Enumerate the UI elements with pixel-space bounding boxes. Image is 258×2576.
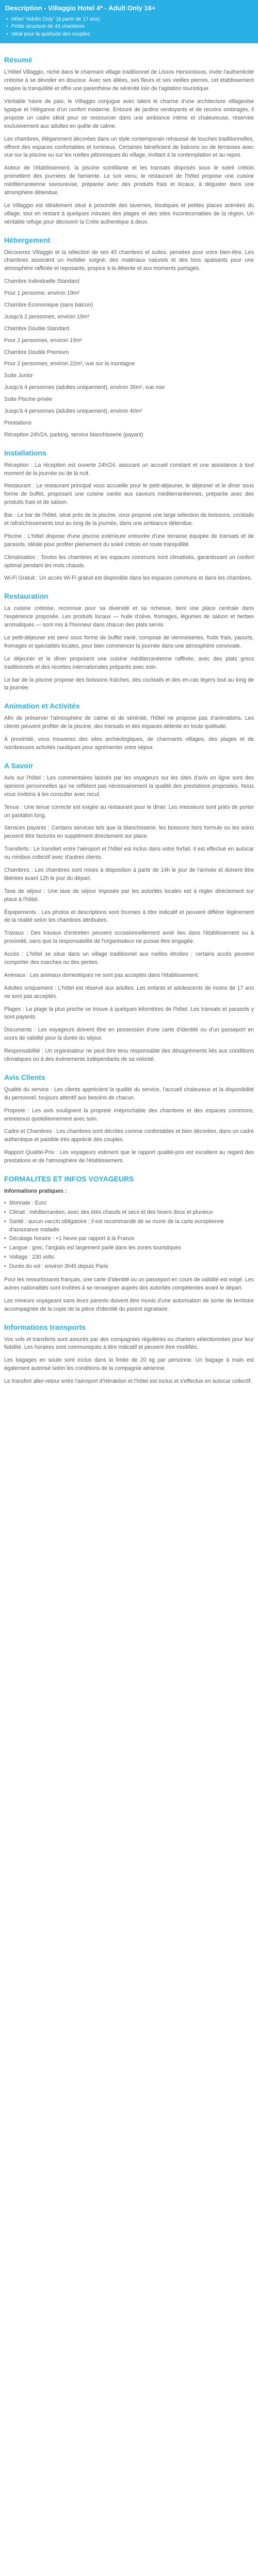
main-content	[0, 43, 258, 1401]
asavoir-paragraph: Adultes uniquement : L'hôtel est réservé aux adultes. Les enfants et adolescents de moins de 17 ans ne sont pas acceptés.	[4, 985, 254, 999]
avis-paragraph: Qualité du service : Les clients apprécient la qualité du service, l'accueil chaleureux et la disponibilité du personnel, toujours attentif aux besoins de chacun.	[4, 1086, 254, 1101]
asavoir-paragraph: Plages : La plage la plus proche se trouve à quelques kilomètres de l'hôtel. Les transats et parasols y sont payants.	[4, 1006, 254, 1021]
asavoir-paragraph: Avis sur l'hôtel : Les commentaires laissés par les voyageurs sur les sites d'avis en ligne sont des opinions personnelles qui ne reflètent pas nécessairement la qualité des prestations proposées. Nous vous invitons à les consulter avec recul.	[4, 774, 254, 798]
page-title: Description - Villaggio Hotel 4* - Adult Only 16+	[5, 4, 156, 12]
asavoir-title: A Savoir	[4, 761, 34, 770]
restauration-paragraph: Le bar de la piscine propose des boissons fraîches, des cocktails et des en-cas légers tout au long de la journée.	[4, 676, 254, 691]
avis-title: Avis Clients	[4, 1073, 45, 1081]
formalites-item: • Durée du vol : environ 3h45 depuis Paris	[4, 1263, 254, 1271]
transports-title: Informations transports	[4, 1323, 86, 1331]
animation-paragraph: Afin de préserver l'atmosphère de calme et de sérénité, l'hôtel ne propose pas d'animations. Les clients peuvent profiter de la piscine, des transats et des espaces détente en toute quiétude.	[4, 715, 254, 730]
formalites-item: • Décalage horaire : +1 heure par rapport à la France	[4, 1235, 254, 1243]
animation-paragraph: À proximité, vous trouverez des sites archéologiques, de charmants villages, des plages et de nombreuses activités nautiques pour agrémenter votre séjour.	[4, 736, 254, 751]
installations-paragraph: Piscine : L'hôtel dispose d'une piscine extérieure entourée d'une terrasse équipée de transats et de parasols, idéale pour profiter pleinement du soleil crétois en toute tranquillité.	[4, 533, 254, 548]
installations-paragraph: Réception : La réception est ouverte 24h/24, assurant un accueil constant et une assistance à tout moment de la journée ou de la nuit.	[4, 462, 254, 477]
formalites-list	[4, 1199, 254, 1271]
room-type: Chambre Economique (sans balcon)	[4, 301, 93, 308]
room-detail: Jusqu'à 4 personnes (adultes uniquement), environ 40m²	[4, 408, 142, 414]
room-type: Chambre Double Standard	[4, 325, 70, 332]
hebergement-paragraph: Découvrez Villaggio et la sélection de ses 45 chambres et suites, pensées pour votre bien-être. Les chambres associent un mobilier soigné, des matériaux naturels et des tons apaisants pour une atmosphère raffinée et reposante, propice à la détente et aux moments partagés.	[4, 249, 254, 272]
asavoir-paragraph: Chambres : Les chambres sont mises à disposition à partir de 14h le jour de l'arrivée et doivent être libérées avant 12h le jour du départ.	[4, 867, 254, 882]
transports-paragraph: Le transfert aller-retour entre l'aéroport d'Héraklion et l'hôtel est inclus et s'effectue en autocar collectif.	[4, 1378, 252, 1385]
avis-paragraph: Rapport Qualité-Prix : Les voyageurs estiment que le rapport qualité-prix est excellent au regard des prestations et de l'atmosphère de l'établissement.	[4, 1149, 254, 1164]
installations-paragraph: Wi-Fi Gratuit : Un accès Wi-Fi gratuit est disponible dans les espaces communs et dans les chambres.	[4, 575, 252, 582]
room-type: Suite Piscine privée	[4, 396, 53, 403]
asavoir-paragraph: Services payants : Certains services tels que la blanchisserie, les boissons hors formule ou les soins peuvent être facturés en supplément directement sur place.	[4, 825, 254, 840]
room-detail: Jusqu'à 4 personnes (adultes uniquement), environ 35m², vue mer	[4, 384, 165, 391]
resume-paragraph: Véritable havre de paix, le Villaggio conjugue avec talent le charme d'une architecture villageoise typique et l'élégance d'un confort moderne. Entouré de jardins verdoyants et de recoins ombragés, il propose un cadre idéal pour se ressourcer dans une ambiance intime et chaleureuse, réservée exclusivement aux adultes en quête de calme.	[4, 98, 254, 129]
room-type: Chambre Individuelle Standard	[4, 278, 79, 285]
restauration-title: Restauration	[4, 592, 49, 601]
restauration-paragraph: Le déjeuner et le dîner proposent une cuisine méditerranéenne raffinée, avec des plats grecs traditionnels et des recettes internationales préparés avec soin.	[4, 655, 254, 670]
room-detail: Pour 1 personne, environ 19m²	[4, 290, 80, 297]
asavoir-paragraph: Travaux : Des travaux d'entretien peuvent occasionnellement avoir lieu dans l'établissement ou à proximité, sans que la responsabilité de l'organisateur ne puisse être engagée.	[4, 930, 254, 945]
formalites-paragraph: Les mineurs voyageant sans leurs parents doivent être munis d'une autorisation de sortie de territoire accompagnée de la copie de la pièce d'identité du parent signataire.	[4, 1297, 254, 1312]
installations-paragraph: Restaurant : Le restaurant principal vous accueille pour le petit-déjeuner, le déjeuner et le dîner sous forme de buffet, proposant une cuisine variée aux saveurs méditerranéennes, préparée avec des produits frais et de saison.	[4, 483, 254, 506]
transports-paragraph: Les bagages en soute sont inclus dans la limite de 20 kg par personne. Un bagage à main est également autorisé selon les conditions de la compagnie aérienne.	[4, 1357, 254, 1372]
avis-paragraph: Propreté : Les avis soulignent la propreté irréprochable des chambres et des espaces communs, entretenus quotidiennement avec soin.	[4, 1107, 254, 1122]
asavoir-paragraph: Transferts : Le transfert entre l'aéroport et l'hôtel est inclus dans votre forfait. Il est effectué en autocar ou minibus collectif avec d'autres clients.	[4, 846, 254, 861]
installations-paragraph: Climatisation : Toutes les chambres et les espaces communs sont climatisés, garantissant un confort optimal pendant les mois chauds.	[4, 554, 254, 569]
formalites-paragraph: Pour les ressortissants français, une carte d'identité ou un passeport en cours de validité est exigé. Les autres nationalités sont invitées à se renseigner auprès des autorités compétentes avant le départ.	[4, 1277, 254, 1291]
asavoir-paragraph: Équipements : Les photos et descriptions sont fournies à titre indicatif et peuvent différer légèrement de la réalité selon les chambres attribuées.	[4, 909, 254, 924]
header-point: • Idéal pour la quiétude des couples	[5, 31, 253, 39]
resume-paragraph: Le Villaggio est idéalement situé à proximité des tavernes, boutiques et petites places animées du village, tout en restant à quelques minutes des plages et des sites incontournables de la région. Un véritable refuge pour découvrir la Crète authentique à deux.	[4, 202, 254, 225]
resume-paragraph: Les chambres, élégamment décorées dans un style contemporain rehaussé de touches traditionnelles, offrent des espaces confortables et lumineux. Certaines bénéficient de balcons ou de terrasses avec vue sur la piscine ou sur les ruelles pittoresques du village, invitant à la contemplation et au repos.	[4, 135, 254, 159]
asavoir-paragraph: Taxe de séjour : Une taxe de séjour imposée par les autorités locales est à régler directement sur place à l'hôtel.	[4, 888, 254, 903]
asavoir-paragraph: Animaux : Les animaux domestiques ne sont pas acceptés dans l'établissement.	[4, 972, 199, 978]
restauration-paragraph: La cuisine crétoise, reconnue pour sa diversité et sa richesse, tient une place centrale dans l'expérience proposée. Les produits locaux — huile d'olive, fromages, légumes de saison et herbes aromatiques — sont mis à l'honneur dans chacun des plats servis.	[4, 605, 254, 629]
asavoir-paragraph: Tenue : Une tenue correcte est exigée au restaurant pour le dîner. Les messieurs sont priés de porter un pantalon long.	[4, 804, 254, 819]
hebergement-title: Hébergement	[4, 235, 51, 244]
asavoir-paragraph: Accès : L'hôtel se situe dans un village traditionnel aux ruelles étroites ; certains accès peuvent comporter des marches ou des pentes.	[4, 951, 254, 965]
asavoir-paragraph: Responsabilité : Un organisateur ne peut être tenu responsable des désagréments liés aux conditions climatiques ou à des événements indépendants de sa volonté.	[4, 1048, 254, 1062]
resume-paragraph: L'Hôtel Villaggio, niché dans le charmant village traditionnel de Lissos Hersonissos, invite l'authenticité crétoise à se dévoiler en douceur. Avec ses allées, ses fleurs et ses vieilles pierres, cet établissement respire la tranquillité et offre une parenthèse de sérénité loin de l'agitation touristique.	[4, 69, 254, 92]
room-detail: Pour 2 personnes, environ 22m², vue sur la montagne	[4, 361, 135, 367]
animation-title: Animation et Activités	[4, 702, 80, 710]
avis-paragraph: Cadre et Chambres : Les chambres sont décrites comme confortables et bien décorées, dans un cadre authentique et paisible très apprécié des couples.	[4, 1128, 254, 1143]
formalites-intro: Informations pratiques :	[4, 1188, 67, 1194]
room-detail: Pour 2 personnes, environ 19m²	[4, 337, 83, 344]
header-banner	[0, 0, 258, 43]
installations-paragraph: Bar : Le bar de l'hôtel, situé près de la piscine, vous propose une large sélection de boissons, cocktails et rafraîchissements tout au long de la journée, dans une ambiance détendue.	[4, 512, 254, 527]
formalites-item: • Langue : grec, l'anglais est largement parlé dans les zones touristiques	[4, 1244, 254, 1252]
installations-title: Installations	[4, 448, 46, 457]
header-point: • Petite structure de 45 chambres	[5, 23, 253, 31]
resume-paragraph: Autour de l'établissement, la piscine scintillante et les transats disposés sous le soleil crétois promettent des journées de farniente. Le soir venu, le restaurant de l'hôtel propose une cuisine méditerranéenne savoureuse, préparée avec des produits frais et locaux, à déguster dans une atmosphère détendue.	[4, 165, 254, 196]
formalites-item: • Voltage : 230 volts	[4, 1253, 254, 1262]
formalites-title: FORMALITES ET INFOS VOYAGEURS	[4, 1175, 134, 1183]
formalites-item: • Climat : méditerranéen, avec des étés chauds et secs et des hivers doux et pluvieux	[4, 1209, 254, 1217]
transports-paragraph: Vos vols et transferts sont assurés par des compagnies régulières ou charters sélectionnées pour leur fiabilité. Les horaires sont communiqués à titre indicatif et peuvent être modifiés.	[4, 1336, 254, 1351]
formalites-item: • Santé : aucun vaccin obligatoire ; il est recommandé de se munir de la carte européenne d'assurance maladie	[4, 1218, 254, 1234]
room-detail: Jusqu'à 2 personnes, environ 19m²	[4, 313, 90, 320]
asavoir-paragraph: Documents : Les voyageurs doivent être en possession d'une carte d'identité ou d'un passeport en cours de validité pour la durée du séjour.	[4, 1027, 254, 1042]
room-type: Chambre Double Premium	[4, 349, 69, 355]
header-points	[5, 16, 253, 39]
header-point: • Hôtel "Adults Only" (à partir de 17 ans)	[5, 16, 253, 24]
prestations-label: Prestations	[4, 419, 31, 426]
prestations-text: Réception 24h/24, parking, service blanchisserie (payant)	[4, 431, 143, 438]
restauration-paragraph: Le petit-déjeuner est servi sous forme de buffet varié, composé de viennoiseries, fruits frais, yaourts, fromages et spécialités locales, pour bien commencer la journée dans une atmosphère conviviale.	[4, 635, 254, 649]
resume-title: Résumé	[4, 56, 33, 64]
room-type: Suite Junior	[4, 372, 33, 379]
formalites-item: • Monnaie : Euro	[4, 1199, 254, 1208]
